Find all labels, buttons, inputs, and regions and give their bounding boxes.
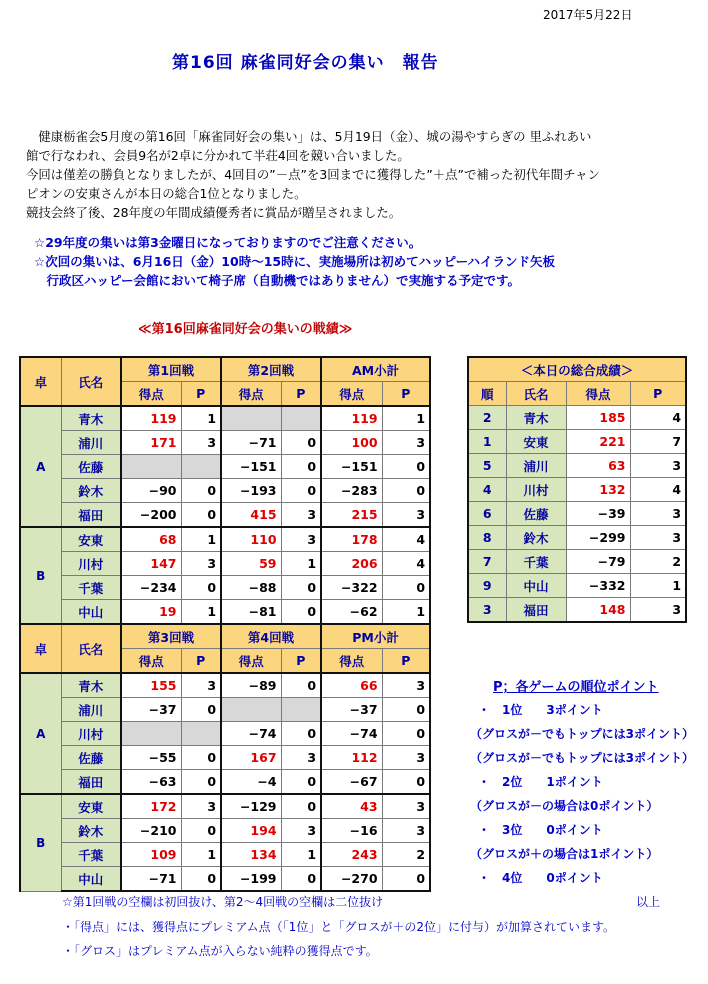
point-cell: 1 — [382, 600, 430, 625]
rank-cell: 7 — [468, 550, 506, 574]
point-cell: 0 — [382, 698, 430, 722]
score-cell: −79 — [566, 550, 630, 574]
point-header: P — [382, 649, 430, 674]
score-cell: 63 — [566, 454, 630, 478]
table-row — [20, 431, 430, 455]
table-row — [20, 867, 430, 892]
point-cell: 3 — [382, 746, 430, 770]
table-row — [20, 722, 430, 746]
score-cell: 19 — [121, 600, 181, 625]
points-legend-line: ・ 4位 0ポイント — [478, 871, 603, 885]
score-cell: −16 — [321, 819, 382, 843]
score-cell: −322 — [321, 576, 382, 600]
notice-line: ☆次回の集いは、6月16日（金）10時～15時に、実施場所は初めてハッピーハイランド矢板 — [34, 254, 555, 269]
point-cell: 1 — [181, 600, 221, 625]
score-header: 得点 — [121, 649, 181, 674]
player-name: 佐藤 — [506, 502, 566, 526]
point-cell: 0 — [382, 455, 430, 479]
rank-cell: 2 — [468, 406, 506, 430]
player-name: 福田 — [61, 503, 121, 528]
table-row — [20, 698, 430, 722]
score-cell — [221, 698, 281, 722]
point-cell: 3 — [281, 503, 321, 528]
score-cell: 147 — [121, 552, 181, 576]
player-name: 佐藤 — [61, 746, 121, 770]
point-cell: 3 — [382, 431, 430, 455]
point-cell: 0 — [281, 455, 321, 479]
points-legend-line: （グロスが－でもトップには3ポイント） — [470, 727, 694, 741]
player-name: 浦川 — [506, 454, 566, 478]
table-row — [468, 574, 686, 598]
score-cell: 110 — [221, 527, 281, 552]
player-name: 鈴木 — [61, 819, 121, 843]
score-cell: 119 — [121, 406, 181, 431]
point-cell: 3 — [281, 746, 321, 770]
point-header: P — [181, 382, 221, 407]
score-cell: −332 — [566, 574, 630, 598]
table-row — [468, 598, 686, 623]
player-name: 青木 — [61, 406, 121, 431]
am-subtotal-header: AM小計 — [321, 357, 430, 382]
point-header: P — [281, 382, 321, 407]
score-cell — [121, 455, 181, 479]
point-cell: 4 — [630, 478, 686, 502]
score-cell: −4 — [221, 770, 281, 795]
score-cell: −71 — [221, 431, 281, 455]
score-cell — [221, 406, 281, 431]
page-title: 第16回 麻雀同好会の集い 報告 — [172, 53, 439, 73]
round2-header: 第2回戦 — [221, 357, 321, 382]
point-cell: 0 — [382, 576, 430, 600]
score-cell: 243 — [321, 843, 382, 867]
results-title: ≪第16回麻雀同好会の集いの戦績≫ — [138, 322, 353, 337]
table-row — [20, 843, 430, 867]
point-cell: 0 — [382, 479, 430, 503]
point-cell: 0 — [281, 722, 321, 746]
points-legend-line: ・ 2位 1ポイント — [478, 775, 603, 789]
point-cell: 1 — [281, 552, 321, 576]
score-cell: −89 — [221, 673, 281, 698]
notice-line: 行政区ハッピー会館において椅子席（自動機ではありません）で実施する予定です。 — [34, 273, 521, 288]
points-legend-line: ・ 1位 3ポイント — [478, 703, 603, 717]
score-cell: 415 — [221, 503, 281, 528]
point-cell: 3 — [181, 431, 221, 455]
score-cell: −55 — [121, 746, 181, 770]
score-cell: −299 — [566, 526, 630, 550]
score-cell: 185 — [566, 406, 630, 430]
table-group-cell: A — [20, 673, 61, 794]
score-cell: −67 — [321, 770, 382, 795]
player-name: 中山 — [61, 867, 121, 892]
rank-cell: 4 — [468, 478, 506, 502]
score-cell: 59 — [221, 552, 281, 576]
rank-cell: 5 — [468, 454, 506, 478]
overall-title: ＜本日の総合成績＞ — [468, 357, 686, 382]
point-header: P — [181, 649, 221, 674]
points-legend-title: P；各ゲームの順位ポイント — [493, 680, 659, 695]
point-cell: 0 — [181, 503, 221, 528]
score-cell: −90 — [121, 479, 181, 503]
table-row — [20, 552, 430, 576]
player-name: 浦川 — [61, 698, 121, 722]
point-cell: 0 — [181, 819, 221, 843]
table-row — [468, 406, 686, 430]
point-cell: 4 — [382, 527, 430, 552]
point-cell — [181, 722, 221, 746]
player-name: 安東 — [61, 794, 121, 819]
score-cell: 112 — [321, 746, 382, 770]
score-cell: 178 — [321, 527, 382, 552]
points-legend-line: （グロスが＋の場合は1ポイント） — [470, 847, 659, 861]
table-group-cell: B — [20, 794, 61, 891]
point-cell: 1 — [181, 843, 221, 867]
score-cell: 66 — [321, 673, 382, 698]
table-row — [20, 794, 430, 819]
player-name: 千葉 — [506, 550, 566, 574]
round4-header: 第4回戦 — [221, 624, 321, 649]
results-table — [19, 356, 431, 892]
point-cell: 3 — [382, 819, 430, 843]
table-row — [20, 503, 430, 528]
table-row — [468, 526, 686, 550]
score-cell: 68 — [121, 527, 181, 552]
points-legend-line: （グロスが－でもトップには3ポイント） — [470, 751, 694, 765]
player-name: 中山 — [61, 600, 121, 625]
score-cell — [121, 722, 181, 746]
point-cell: 0 — [181, 746, 221, 770]
score-cell: 43 — [321, 794, 382, 819]
gross-note: ・「グロス」はプレミアム点が入らない純粋の獲得点です。 — [62, 944, 378, 958]
score-cell: −88 — [221, 576, 281, 600]
score-header: 得点 — [221, 382, 281, 407]
point-cell: 0 — [181, 770, 221, 795]
point-cell: 3 — [281, 819, 321, 843]
score-cell: −283 — [321, 479, 382, 503]
table-row — [468, 478, 686, 502]
point-cell: 0 — [281, 479, 321, 503]
table-row — [20, 527, 430, 552]
score-cell: 148 — [566, 598, 630, 623]
point-cell: 0 — [281, 576, 321, 600]
point-cell: 0 — [181, 698, 221, 722]
table-header: 卓 — [20, 624, 61, 673]
table-row — [20, 600, 430, 625]
point-cell: 3 — [382, 503, 430, 528]
point-cell: 3 — [630, 526, 686, 550]
table-row — [20, 479, 430, 503]
points-legend-line: ・ 3位 0ポイント — [478, 823, 603, 837]
point-cell: 3 — [630, 454, 686, 478]
score-header: 得点 — [566, 382, 630, 406]
score-cell: 119 — [321, 406, 382, 431]
score-cell: 215 — [321, 503, 382, 528]
score-header: 得点 — [121, 382, 181, 407]
player-name: 鈴木 — [61, 479, 121, 503]
point-cell: 0 — [281, 794, 321, 819]
score-cell: 134 — [221, 843, 281, 867]
point-cell: 0 — [181, 576, 221, 600]
intro-line: 今回は僅差の勝負となりましたが、4回目の”－点”を3回までに獲得した”＋点”で補った初代年間チャン — [26, 167, 600, 182]
score-cell: −193 — [221, 479, 281, 503]
score-cell: 206 — [321, 552, 382, 576]
point-cell: 0 — [382, 867, 430, 892]
score-cell: −63 — [121, 770, 181, 795]
score-cell: −62 — [321, 600, 382, 625]
points-legend-line: （グロスが－の場合は0ポイント） — [470, 799, 659, 813]
score-header: 得点 — [321, 382, 382, 407]
name-header: 氏名 — [61, 357, 121, 406]
player-name: 浦川 — [61, 431, 121, 455]
player-name: 千葉 — [61, 843, 121, 867]
name-header: 氏名 — [506, 382, 566, 406]
table-header: 卓 — [20, 357, 61, 406]
point-cell: 2 — [382, 843, 430, 867]
score-cell: −37 — [121, 698, 181, 722]
table-row — [468, 454, 686, 478]
table-row — [468, 550, 686, 574]
player-name: 川村 — [506, 478, 566, 502]
point-cell: 3 — [630, 502, 686, 526]
score-header: 得点 — [221, 649, 281, 674]
table-row — [20, 770, 430, 795]
table-row — [468, 430, 686, 454]
player-name: 青木 — [61, 673, 121, 698]
score-cell: −210 — [121, 819, 181, 843]
overall-table — [467, 356, 687, 623]
score-cell: 100 — [321, 431, 382, 455]
score-cell: 155 — [121, 673, 181, 698]
point-cell — [281, 406, 321, 431]
score-cell: −234 — [121, 576, 181, 600]
rank-cell: 1 — [468, 430, 506, 454]
score-cell: −74 — [221, 722, 281, 746]
player-name: 川村 — [61, 722, 121, 746]
intro-line: 競技会終了後、28年度の年間成績優秀者に賞品が贈呈されました。 — [26, 205, 402, 220]
score-cell: −151 — [321, 455, 382, 479]
name-header: 氏名 — [61, 624, 121, 673]
player-name: 千葉 — [61, 576, 121, 600]
score-cell: −37 — [321, 698, 382, 722]
intro-line: ピオンの安東さんが本日の総合1位となりました。 — [26, 186, 307, 201]
table-row — [20, 819, 430, 843]
notice-line: ☆29年度の集いは第3金曜日になっておりますのでご注意ください。 — [34, 235, 422, 250]
round3-header: 第3回戦 — [121, 624, 221, 649]
score-cell: −74 — [321, 722, 382, 746]
table-group-cell: B — [20, 527, 61, 624]
point-cell: 7 — [630, 430, 686, 454]
point-cell: 0 — [281, 673, 321, 698]
score-cell: −81 — [221, 600, 281, 625]
point-cell: 3 — [181, 794, 221, 819]
player-name: 川村 — [61, 552, 121, 576]
score-cell: −71 — [121, 867, 181, 892]
point-header: P — [630, 382, 686, 406]
table-row — [20, 746, 430, 770]
player-name: 福田 — [506, 598, 566, 623]
score-header: 得点 — [321, 649, 382, 674]
point-cell: 1 — [181, 527, 221, 552]
point-cell: 3 — [181, 673, 221, 698]
point-cell: 0 — [181, 867, 221, 892]
score-cell: −129 — [221, 794, 281, 819]
point-cell: 4 — [630, 406, 686, 430]
score-cell: 167 — [221, 746, 281, 770]
player-name: 佐藤 — [61, 455, 121, 479]
rank-cell: 6 — [468, 502, 506, 526]
point-cell — [281, 698, 321, 722]
score-cell: −39 — [566, 502, 630, 526]
point-cell: 3 — [630, 598, 686, 623]
intro-line: 健康栃雀会5月度の第16回「麻雀同好会の集い」は、5月19日（金）、城の湯やすらぎの 里ふれあい — [26, 129, 592, 144]
player-name: 青木 — [506, 406, 566, 430]
point-cell: 1 — [181, 406, 221, 431]
intro-line: 館で行なわれ、会員9名が2卓に分かれて半荘4回を競い合いました。 — [26, 148, 410, 163]
point-cell: 0 — [382, 770, 430, 795]
point-cell — [181, 455, 221, 479]
score-cell: −270 — [321, 867, 382, 892]
player-name: 中山 — [506, 574, 566, 598]
table-row — [20, 576, 430, 600]
score-note: ・「得点」には、獲得点にプレミアム点（「1位」と「グロスが＋の2位」に付与）が加算されています。 — [62, 920, 615, 934]
score-cell: 194 — [221, 819, 281, 843]
blank-cell-note: ☆第1回戦の空欄は初回抜け、第2～4回戦の空欄は二位抜け — [62, 895, 384, 909]
player-name: 福田 — [61, 770, 121, 795]
pm-subtotal-header: PM小計 — [321, 624, 430, 649]
end-mark: 以上 — [636, 895, 661, 909]
score-cell: 109 — [121, 843, 181, 867]
point-cell: 3 — [382, 673, 430, 698]
report-date: 2017年5月22日 — [543, 8, 633, 22]
point-header: P — [382, 382, 430, 407]
point-cell: 3 — [281, 527, 321, 552]
point-cell: 0 — [181, 479, 221, 503]
point-cell: 0 — [281, 431, 321, 455]
table-row — [20, 455, 430, 479]
point-cell: 3 — [181, 552, 221, 576]
rank-cell: 3 — [468, 598, 506, 623]
rank-cell: 8 — [468, 526, 506, 550]
score-cell: −199 — [221, 867, 281, 892]
point-cell: 1 — [281, 843, 321, 867]
point-cell: 0 — [281, 867, 321, 892]
score-cell: 221 — [566, 430, 630, 454]
score-cell: 171 — [121, 431, 181, 455]
table-group-cell: A — [20, 406, 61, 527]
point-cell: 3 — [382, 794, 430, 819]
score-cell: 172 — [121, 794, 181, 819]
score-cell: −200 — [121, 503, 181, 528]
point-cell: 1 — [630, 574, 686, 598]
player-name: 安東 — [61, 527, 121, 552]
point-cell: 0 — [382, 722, 430, 746]
point-header: P — [281, 649, 321, 674]
rank-header: 順 — [468, 382, 506, 406]
point-cell: 4 — [382, 552, 430, 576]
round1-header: 第1回戦 — [121, 357, 221, 382]
table-row — [20, 406, 430, 431]
score-cell: 132 — [566, 478, 630, 502]
player-name: 鈴木 — [506, 526, 566, 550]
point-cell: 0 — [281, 600, 321, 625]
table-row — [468, 502, 686, 526]
point-cell: 2 — [630, 550, 686, 574]
point-cell: 1 — [382, 406, 430, 431]
rank-cell: 9 — [468, 574, 506, 598]
player-name: 安東 — [506, 430, 566, 454]
score-cell: −151 — [221, 455, 281, 479]
table-row — [20, 673, 430, 698]
point-cell: 0 — [281, 770, 321, 795]
